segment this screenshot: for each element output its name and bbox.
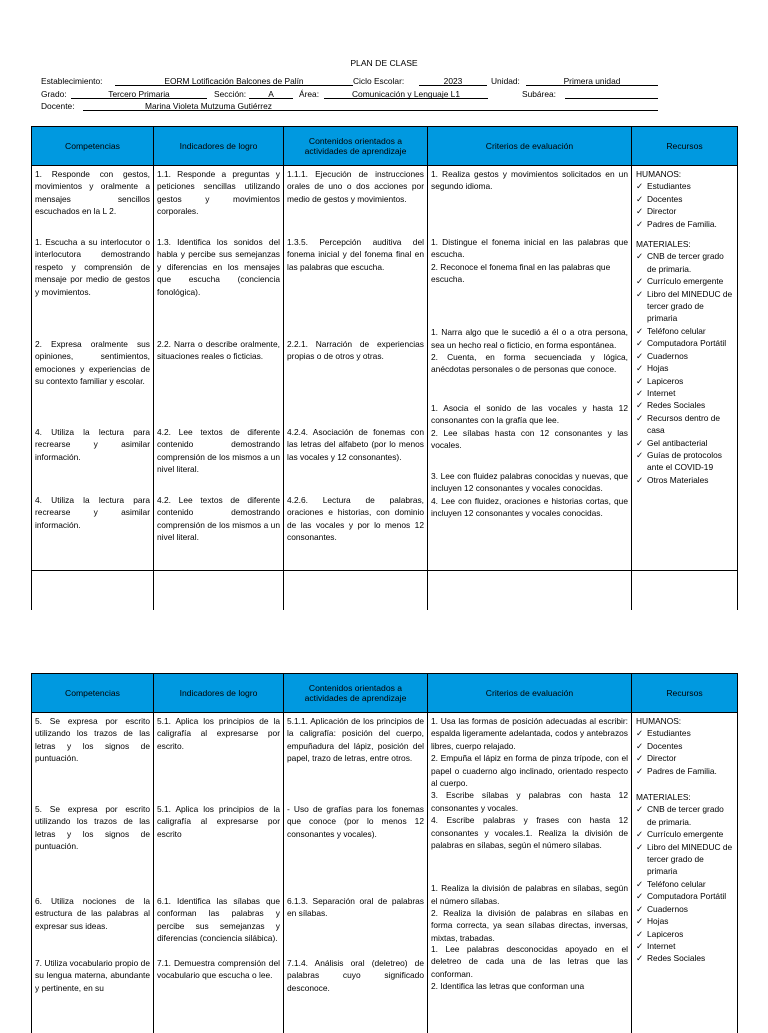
header-row-docente [41,100,659,111]
table-1-bottom-rule [31,570,737,571]
docente-label: Docente: [41,101,75,111]
contenido-text: 6.1.3. Separación oral de palabras en sílabas. [287,896,424,919]
list-item [636,288,734,325]
list-item [636,940,734,952]
competencias-cell [32,713,154,1033]
recurso-text: Internet [647,940,676,951]
contenidos-cell [284,713,428,1033]
recurso-text: Gel antibacterial [647,437,708,448]
check-icon: ✓ [636,753,644,764]
list-item [636,387,734,399]
check-icon: ✓ [636,916,644,927]
check-icon: ✓ [636,375,644,386]
list-item [636,412,734,437]
list-item [636,752,734,764]
recurso-text: Lapiceros [647,928,684,939]
competencia-text: 1. Responde con gestos, movimientos y oralmente a mensajes sencillos escuchados en la L 2. [35,169,150,217]
list-item [636,740,734,752]
list-item [636,399,734,411]
criterios-cell [428,166,632,610]
indicadores-cell [154,713,284,1033]
contenido-text: - Uso de grafías para los fonemas que conoce (por lo menos 12 consonantes y vocales). [287,804,424,839]
recurso-text: Docentes [647,193,683,204]
check-icon: ✓ [636,449,644,460]
list-item [636,350,734,362]
column-header-competencias: Competencias [32,127,154,166]
list-item [636,474,734,486]
criterio-text: 1. Narra algo que le sucedió a él o a otra persona, sea un hecho real o ficticio, en forma espontánea. [431,327,628,350]
list-item [636,952,734,964]
check-icon: ✓ [636,181,644,192]
criterio-text: 1. Usa las formas de posición adecuadas al escribir: espalda ligeramente adelantada, codos y antebrazos libres, cuerpo relajado. [431,716,628,751]
recurso-text: Docentes [647,740,683,751]
criterio-text: escucha. [431,274,465,285]
recurso-text: Libro del MINEDUC de tercer grado de primaria [647,841,733,877]
criterio-text: 2. Identifica las letras que conforman una [431,981,585,992]
criterio-text: 3. Lee con fluidez palabras conocidas y nuevas, que incluyen 12 consonantes y vocales conocidas. [431,470,628,494]
table-header-row [32,127,738,166]
materiales-label: MATERIALES: [636,239,691,250]
recurso-text: Redes Sociales [647,953,706,964]
contenido-text: 1.3.5. Percepción auditiva del fonema inicial y del fonema final en las palabras que escucha. [287,237,424,272]
check-icon: ✓ [636,474,644,485]
list-item [636,878,734,890]
list-item [636,375,734,387]
recurso-text: Estudiantes [647,728,691,739]
list-item [636,449,734,474]
competencia-text: 6. Utiliza nociones de la estructura de las palabras al expresar sus ideas. [35,896,150,931]
recurso-text: Estudiantes [647,181,691,192]
recursos-cell [632,166,738,610]
plan-table-2 [31,673,738,1033]
column-header-contenidos [284,127,428,166]
list-item [636,250,734,275]
spacer [636,777,734,791]
recurso-text: Padres de Familia. [647,765,717,776]
check-icon: ✓ [636,363,644,374]
recurso-text: Cuadernos [647,350,688,361]
table-row [32,713,738,1033]
seccion-label: Sección: [214,89,247,99]
unidad-value: Primera unidad [526,75,658,86]
criterio-text: 1. Realiza la división de palabras en sílabas, según el número sílabas. [431,883,628,906]
criterio-text: 2. Lee sílabas hasta con 12 consonantes y las vocales. [431,427,628,451]
check-icon: ✓ [636,276,644,287]
check-icon: ✓ [636,903,644,914]
grado-value: Tercero Primaria [71,88,207,99]
check-icon: ✓ [636,940,644,951]
list-item [636,205,734,217]
recurso-text: Libro del MINEDUC de tercer grado de primaria [647,288,733,324]
contenido-text: 7.1.4. Análisis oral (deletreo) de palabras cuyo significado desconoce. [287,958,424,993]
list-item [636,841,734,878]
competencia-text: 4. Utiliza la lectura para recrearse y asimilar información. [35,495,150,530]
check-icon: ✓ [636,206,644,217]
list-item [636,218,734,230]
check-icon: ✓ [636,928,644,939]
contenidos-line-1: Contenidos orientados a [308,136,403,146]
subarea-label: Subárea: [522,89,556,99]
criterio-text: 1. Asocia el sonido de las vocales y hasta 12 consonantes con la grafía que lee. [431,403,628,426]
recurso-text: Internet [647,387,676,398]
recurso-text: Director [647,206,677,217]
unidad-label: Unidad: [491,76,520,86]
grado-label: Grado: [41,89,67,99]
criterio-text: 2. Empuña el lápiz en forma de pinza trípode, con el papel o cuaderno algo inclinado, orientado respecto al cuerpo. [431,753,628,789]
recurso-text: Redes Sociales [647,400,706,411]
list-item [636,337,734,349]
list-item [636,915,734,927]
check-icon: ✓ [636,251,644,262]
recurso-text: Recursos dentro de casa [647,412,721,436]
column-header-indicadores: Indicadores de logro [154,127,284,166]
column-header-recursos: Recursos [632,127,738,166]
recurso-text: Teléfono celular [647,878,706,889]
subarea-value [565,88,658,99]
list-item [636,903,734,915]
recurso-text: Currículo emergente [647,829,724,840]
column-header-recursos: Recursos [632,674,738,713]
check-icon: ✓ [636,953,644,964]
list-item [636,890,734,902]
criterio-text: 2. Cuenta, en forma secuenciada y lógica, anécdotas personales o de personas que conoce. [431,352,628,375]
indicador-text: 4.2. Lee textos de diferente contenido demostrando comprensión de los mismos a un nivel literal. [157,427,280,475]
spacer [636,230,734,238]
list-item [636,325,734,337]
indicador-text: 6.1. Identifica las sílabas que conforman las palabras y percibe sus semejanzas y diferencias (conciencia silábica). [157,896,280,944]
list-item [636,193,734,205]
page-title: PLAN DE CLASE [350,58,418,68]
list-item [636,803,734,828]
check-icon: ✓ [636,829,644,840]
humanos-label: HUMANOS: [636,169,682,179]
recurso-text: Padres de Familia. [647,218,717,229]
check-icon: ✓ [636,841,644,852]
recurso-text: Teléfono celular [647,325,706,336]
table-header-row [32,674,738,713]
indicador-text: 7.1. Demuestra comprensión del vocabulario que escucha o lee. [157,958,280,981]
list-item [636,928,734,940]
check-icon: ✓ [636,891,644,902]
recurso-text: Computadora Portátil [647,891,727,902]
check-icon: ✓ [636,878,644,889]
column-header-competencias: Competencias [32,674,154,713]
docente-underline [83,100,658,111]
criterio-text: 1. Lee palabras desconocidas apoyado en el deletreo de cada una de las letras que las conforman. [431,944,628,979]
area-value: Comunicación y Lenguaje L1 [324,88,488,99]
ciclo-value: 2023 [419,75,487,86]
competencia-text: 2. Expresa oralmente sus opiniones, sentimientos, emociones y experiencias de su contexto familiar y escolar. [35,339,150,387]
plan-table-1 [31,126,738,610]
table-row [32,166,738,610]
check-icon: ✓ [636,288,644,299]
criterio-text: 1. Distingue el fonema inicial en las palabras que escucha. [431,237,628,260]
humanos-label: HUMANOS: [636,716,682,726]
recurso-text: Cuadernos [647,903,688,914]
establecimiento-label: Establecimiento: [41,76,103,86]
competencia-text: 4. Utiliza la lectura para recrearse y asimilar información. [35,427,150,462]
recurso-text: Lapiceros [647,375,684,386]
competencia-text: 5. Se expresa por escrito utilizando los trazos de las letras y los signos de puntuación. [35,804,150,852]
recurso-text: Guías de protocolos ante el COVID-19 [647,449,722,473]
area-label: Área: [299,89,320,99]
recurso-text: Hojas [647,916,669,927]
criterio-text: 4. Escribe palabras y frases con hasta 12 consonantes y vocales.1. Realiza la división de palabras en sílabas, según el número sílabas. [431,815,628,851]
check-icon: ✓ [636,325,644,336]
list-item [636,275,734,287]
check-icon: ✓ [636,728,644,739]
indicador-text: 1.3. Identifica los sonidos del habla y percibe sus semejanzas y diferencias en los mensajes que escucha (conciencia fonológica). [157,237,280,297]
seccion-value: A [249,88,293,99]
recurso-text: Otros Materiales [647,474,709,485]
indicadores-cell [154,166,284,610]
check-icon: ✓ [636,437,644,448]
establecimiento-value: EORM Lotificación Balcones de Palín [115,75,353,86]
indicador-text: 5.1. Aplica los principios de la caligrafía al expresarse por escrito [157,804,280,839]
indicador-text: 5.1. Aplica los principios de la caligrafía al expresarse por escrito. [157,716,280,751]
contenido-text: 1.1.1. Ejecución de instrucciones orales de uno o dos acciones por medio de gestos y movimientos. [287,169,424,204]
header-row-establecimiento [41,75,659,86]
check-icon: ✓ [636,338,644,349]
competencia-text: 1. Escucha a su interlocutor o interlocutora demostrando respeto y comprensión de mensaje por medio de gestos y movimientos. [35,237,150,297]
column-header-contenidos [284,674,428,713]
competencia-text: 5. Se expresa por escrito utilizando los trazos de las letras y los signos de puntuación. [35,716,150,764]
list-item [636,765,734,777]
docente-value: Marina Violeta Mutzuma Gutiérrez [145,101,272,111]
indicador-text: 4.2. Lee textos de diferente contenido demostrando comprensión de los mismos a un nivel literal. [157,495,280,543]
check-icon: ✓ [636,804,644,815]
recursos-cell [632,713,738,1033]
recurso-text: CNB de tercer grado de primaria. [647,804,724,827]
indicador-text: 2.2. Narra o describe oralmente, situaciones reales o ficticias. [157,339,280,362]
column-header-indicadores: Indicadores de logro [154,674,284,713]
check-icon: ✓ [636,350,644,361]
criterio-text: 2. Realiza la división de palabras en sílabas en forma correcta, ya sean sílabas directas, inversas, mixtas, trabadas. [431,908,628,943]
recurso-text: Currículo emergente [647,276,724,287]
list-item [636,180,734,192]
column-header-criterios: Criterios de evaluación [428,127,632,166]
contenido-text: 4.2.6. Lectura de palabras, oraciones e historias, con dominio de las vocales y por lo menos 12 consonantes. [287,495,424,543]
check-icon: ✓ [636,193,644,204]
criterios-cell [428,713,632,1033]
contenido-text: 5.1.1. Aplicación de los principios de la caligrafía: posición del cuerpo, empuñadura del lápiz, posición del papel, trazo de letras, entre otros. [287,716,424,764]
check-icon: ✓ [636,387,644,398]
contenidos-cell [284,166,428,610]
list-item [636,437,734,449]
header-row-grado [41,88,659,99]
criterio-text: 3. Escribe sílabas y palabras con hasta 12 consonantes y vocales. [431,790,628,813]
contenido-text: 2.2.1. Narración de experiencias propias o de otros y otras. [287,339,424,362]
competencias-cell [32,166,154,610]
criterio-text: 1. Realiza gestos y movimientos solicitados en un segundo idioma. [431,169,628,192]
recurso-text: Director [647,753,677,764]
criterio-text: 4. Lee con fluidez, oraciones e historias cortas, que incluyen 12 consonantes y vocales conocidas. [431,495,628,519]
check-icon: ✓ [636,765,644,776]
column-header-criterios: Criterios de evaluación [428,674,632,713]
contenido-text: 4.2.4. Asociación de fonemas con las letras del alfabeto (por lo menos las vocales y 12 consonantes). [287,427,424,462]
materiales-label: MATERIALES: [636,792,691,803]
check-icon: ✓ [636,740,644,751]
indicador-text: 1.1. Responde a preguntas y peticiones sencillas utilizando gestos y movimientos corporales. [157,169,280,217]
check-icon: ✓ [636,400,644,411]
criterio-text: 2. Reconoce el fonema final en las palabras que [431,261,611,272]
list-item [636,828,734,840]
check-icon: ✓ [636,412,644,423]
list-item [636,362,734,374]
recurso-text: Hojas [647,363,669,374]
check-icon: ✓ [636,218,644,229]
competencia-text: 7. Utiliza vocabulario propio de su lengua materna, abundante y pertinente, en su [35,958,150,993]
recurso-text: CNB de tercer grado de primaria. [647,251,724,274]
recurso-text: Computadora Portátil [647,338,727,349]
contenidos-line-1: Contenidos orientados a [308,683,403,693]
list-item [636,727,734,739]
contenidos-line-2: actividades de aprendizaje [304,146,407,156]
contenidos-line-2: actividades de aprendizaje [304,693,407,703]
ciclo-label: Ciclo Escolar: [353,76,405,86]
